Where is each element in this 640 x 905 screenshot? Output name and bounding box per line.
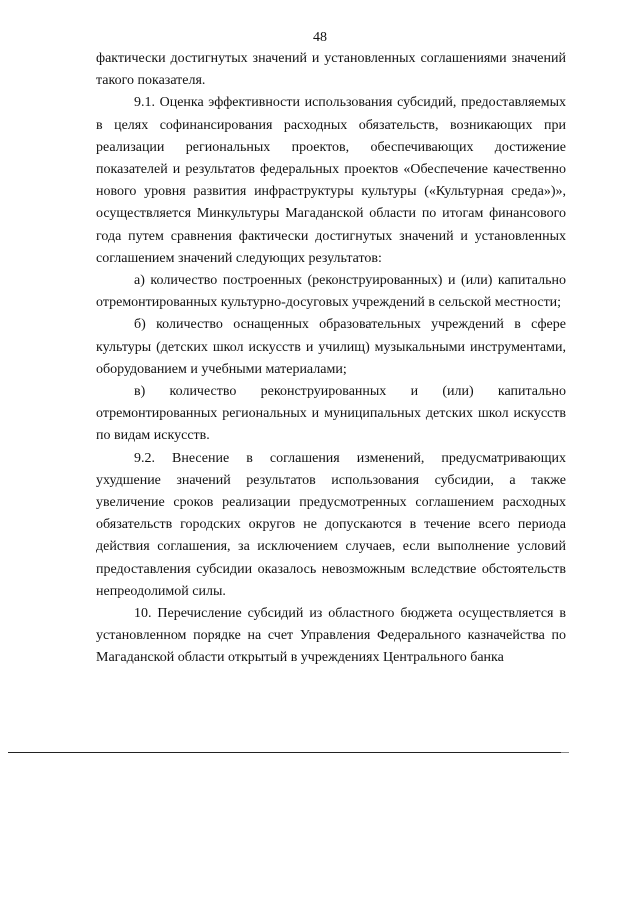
- footer-rule-tail: [561, 752, 569, 753]
- page-number: 48: [313, 30, 327, 45]
- list-item-b: б) количество оснащенных образовательных учреждений в сфере культуры (детских школ искусств и училищ) музыкальными инструментами, оборудованием и учебными материалами;: [96, 317, 566, 377]
- document-body: [96, 48, 566, 670]
- list-item-v: в) количество реконструированных и (или) капитально отремонтированных региональных и муниципальных детских школ искусств по видам искусств.: [96, 384, 566, 444]
- paragraph-10: 10. Перечисление субсидий из областного бюджета осуществляется в установленном порядке на счет Управления Федерального казначейства по Магаданской области открытый в учреждениях Центрального банка: [96, 606, 566, 666]
- paragraph-continuation: фактически достигнутых значений и установленных соглашениями значений такого показателя.: [96, 51, 566, 89]
- list-item-a: а) количество построенных (реконструированных) и (или) капитально отремонтированных культурно-досуговых учреждений в сельской местности;: [96, 273, 566, 311]
- paragraph-9-2: 9.2. Внесение в соглашения изменений, предусматривающих ухудшение значений результатов использования субсидии, а также увеличение сроков реализации предусмотренных соглашением расходных обязательств городских округов не допускаются в течение всего периода действия соглашения, за исключением случаев, если выполнение условий предоставления субсидии оказалось невозможным вследствие обстоятельств непреодолимой силы.: [96, 450, 566, 599]
- paragraph-9-1: 9.1. Оценка эффективности использования субсидий, предоставляемых в целях софинансирования расходных обязательств, возникающих при реализации региональных проектов, обеспечивающих достижение показателей и результатов федеральных проектов «Обеспечение качественно нового уровня развития инфраструктуры культуры («Культурная среда»)», осуществляется Минкультуры Магаданской области по итогам финансового года путем сравнения фактически достигнутых значений и установленных соглашением значений следующих результатов:: [96, 95, 566, 266]
- footer-rule: [8, 752, 561, 753]
